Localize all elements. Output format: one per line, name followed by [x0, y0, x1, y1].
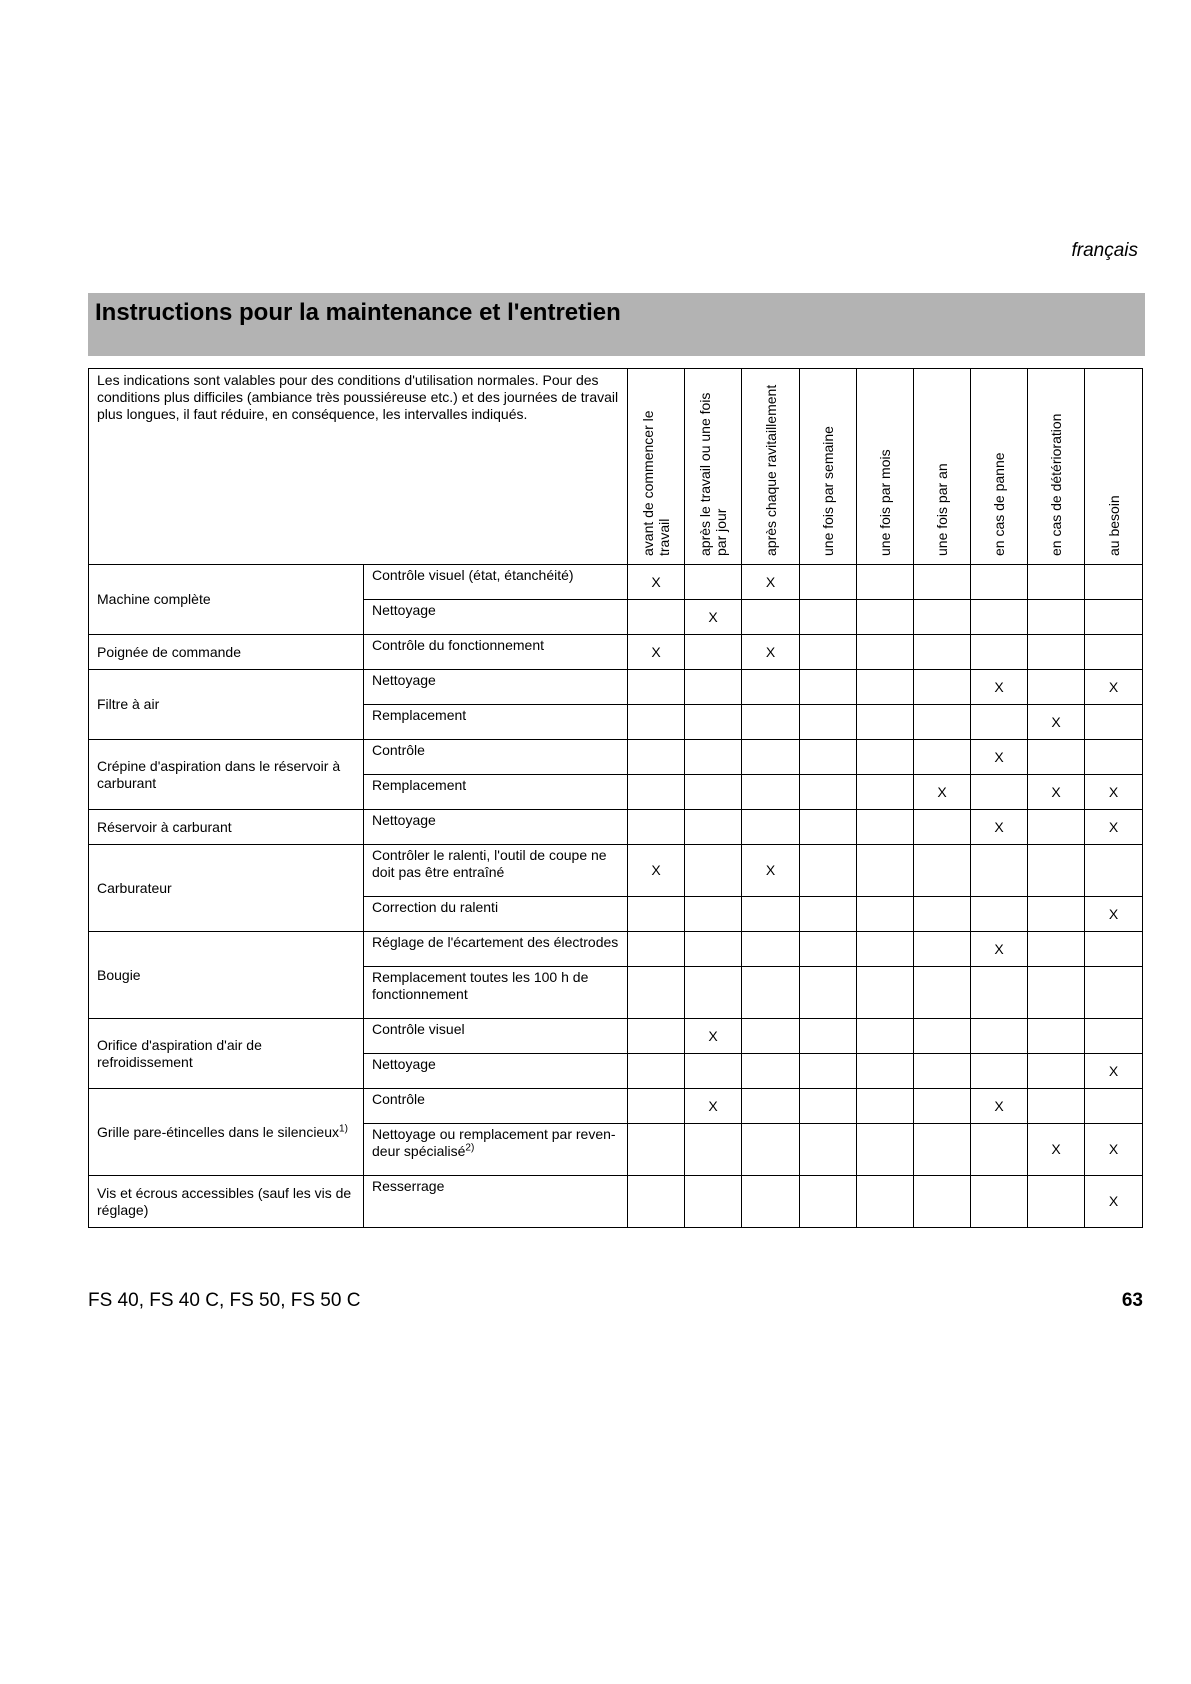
interval-cell [1028, 810, 1085, 845]
interval-header-5 [914, 369, 971, 565]
action-label: Réglage de l'écartement des électrodes [372, 934, 619, 950]
interval-cell [914, 600, 971, 635]
maintenance-action [364, 740, 628, 775]
interval-header-label [820, 426, 836, 556]
interval-cell [628, 740, 685, 775]
interval-mark: X [1085, 1124, 1143, 1176]
interval-cell [1085, 967, 1143, 1019]
interval-cell [742, 967, 800, 1019]
interval-cell [800, 1124, 857, 1176]
action-label: Contrôle du fonctionnement [372, 637, 544, 653]
interval-cell [742, 897, 800, 932]
interval-cell [914, 967, 971, 1019]
action-label: Resserrage [372, 1178, 445, 1194]
interval-cell [685, 967, 742, 1019]
interval-cell [1028, 1176, 1085, 1228]
interval-header-7 [1028, 369, 1085, 565]
table-row [89, 1176, 1143, 1228]
page-title: Instructions pour la maintenance et l'entretien [95, 299, 621, 326]
interval-cell [1028, 1089, 1085, 1124]
table-row [89, 1019, 1143, 1054]
interval-cell [628, 1176, 685, 1228]
interval-header-line: par jour [713, 508, 729, 556]
interval-mark: X [1085, 1176, 1143, 1228]
maintenance-action [364, 932, 628, 967]
interval-cell [742, 1124, 800, 1176]
interval-cell [742, 670, 800, 705]
interval-mark: X [971, 1089, 1028, 1124]
interval-mark: X [628, 635, 685, 670]
interval-mark: X [1028, 775, 1085, 810]
action-label: Contrôle visuel [372, 1021, 465, 1037]
table-row [89, 845, 1143, 897]
interval-mark: X [971, 810, 1028, 845]
action-label: Contrôle [372, 742, 425, 758]
interval-header-label [877, 449, 893, 556]
interval-cell [685, 705, 742, 740]
interval-header-2 [742, 369, 800, 565]
interval-cell [1085, 932, 1143, 967]
interval-cell [742, 775, 800, 810]
interval-header-line: une fois par an [934, 463, 950, 556]
interval-cell [857, 775, 914, 810]
object-label: Réservoir à carburant [97, 818, 232, 835]
page-number: 63 [1121, 1290, 1143, 1311]
interval-cell [971, 1019, 1028, 1054]
action-label: Contrôle [372, 1091, 425, 1107]
interval-header-line: une fois par semaine [820, 426, 836, 556]
footer-models: FS 40, FS 40 C, FS 50, FS 50 C [88, 1290, 361, 1311]
interval-header-label [1048, 414, 1064, 556]
interval-header-line: travail [656, 518, 672, 556]
interval-cell [914, 897, 971, 932]
interval-cell [914, 1124, 971, 1176]
interval-cell [685, 635, 742, 670]
maintenance-action [364, 600, 628, 635]
interval-cell [628, 897, 685, 932]
interval-cell [914, 670, 971, 705]
action-label: Nettoyage [372, 672, 436, 688]
interval-cell [1085, 1089, 1143, 1124]
interval-header-3 [800, 369, 857, 565]
interval-cell [971, 967, 1028, 1019]
action-label: Nettoyage [372, 812, 436, 828]
interval-mark: X [1028, 1124, 1085, 1176]
maintenance-action [364, 1089, 628, 1124]
interval-cell [685, 740, 742, 775]
interval-cell [1028, 1019, 1085, 1054]
interval-mark: X [971, 932, 1028, 967]
interval-cell [685, 810, 742, 845]
interval-cell [971, 635, 1028, 670]
interval-cell [742, 1054, 800, 1089]
interval-cell [1085, 600, 1143, 635]
interval-mark: X [1085, 1054, 1143, 1089]
interval-cell [800, 565, 857, 600]
table-row [89, 810, 1143, 845]
interval-cell [914, 845, 971, 897]
interval-cell [971, 775, 1028, 810]
maintenance-action [364, 775, 628, 810]
interval-header-line: après chaque ravitaillement [762, 384, 779, 556]
interval-cell [914, 740, 971, 775]
maintenance-action [364, 565, 628, 600]
maintenance-action [364, 1176, 628, 1228]
interval-cell [800, 600, 857, 635]
maintenance-object [89, 932, 364, 1019]
interval-mark: X [628, 565, 685, 600]
interval-header-6 [971, 369, 1028, 565]
interval-header-1 [685, 369, 742, 565]
interval-header-label [697, 393, 729, 556]
interval-cell [742, 810, 800, 845]
interval-cell [628, 1089, 685, 1124]
interval-cell [857, 565, 914, 600]
interval-mark: X [742, 635, 800, 670]
interval-header-line: une fois par mois [877, 449, 893, 556]
interval-cell [1028, 670, 1085, 705]
interval-header-line: après le travail ou une fois [697, 392, 713, 556]
action-label: Nettoyage [372, 1056, 436, 1072]
interval-cell [628, 670, 685, 705]
interval-cell [857, 845, 914, 897]
interval-cell [628, 967, 685, 1019]
interval-mark: X [1085, 670, 1143, 705]
interval-cell [685, 1054, 742, 1089]
interval-cell [857, 740, 914, 775]
interval-cell [914, 1019, 971, 1054]
interval-cell [800, 967, 857, 1019]
interval-cell [857, 897, 914, 932]
interval-cell [800, 932, 857, 967]
title-bar [88, 293, 1145, 356]
footnote-ref: 2) [465, 1142, 475, 1154]
interval-cell [628, 932, 685, 967]
interval-cell [857, 1089, 914, 1124]
interval-cell [857, 1054, 914, 1089]
interval-cell [1028, 967, 1085, 1019]
interval-mark: X [628, 845, 685, 897]
interval-mark: X [742, 845, 800, 897]
interval-cell [685, 565, 742, 600]
footnote-ref: 1) [339, 1122, 348, 1134]
object-label: Machine complète [97, 591, 211, 607]
action-label: Contrôle visuel (état, étanchéité) [372, 567, 574, 583]
interval-cell [1085, 740, 1143, 775]
action-label: Nettoyage ou remplacement par reven-deur spécialisé [372, 1126, 616, 1159]
interval-cell [914, 1176, 971, 1228]
interval-cell [1028, 635, 1085, 670]
maintenance-object [89, 845, 364, 932]
interval-header-0 [628, 369, 685, 565]
maintenance-object [89, 670, 364, 740]
interval-cell [800, 635, 857, 670]
interval-cell [914, 932, 971, 967]
interval-cell [1028, 740, 1085, 775]
interval-cell [971, 565, 1028, 600]
interval-header-line: en cas de panne [991, 452, 1007, 556]
object-label: Bougie [97, 966, 141, 983]
interval-cell [800, 775, 857, 810]
interval-mark: X [971, 740, 1028, 775]
interval-cell [914, 635, 971, 670]
interval-cell [628, 1124, 685, 1176]
interval-cell [857, 600, 914, 635]
interval-cell [971, 897, 1028, 932]
interval-cell [628, 1019, 685, 1054]
interval-cell [628, 810, 685, 845]
interval-cell [800, 1089, 857, 1124]
object-label: Poignée de commande [97, 643, 241, 660]
interval-cell [971, 1054, 1028, 1089]
table-row [89, 740, 1143, 775]
interval-mark: X [914, 775, 971, 810]
interval-cell [685, 932, 742, 967]
interval-cell [857, 635, 914, 670]
interval-cell [628, 705, 685, 740]
intro-text: Les indications sont valables pour des conditions d'utilisation normales. Pour des conditions plus difficiles (ambiance très poussiéreuse etc.) et des journées de travail plus longues, il faut réduire, en conséquence, les intervalles indiqués. [89, 369, 628, 565]
interval-cell [800, 1019, 857, 1054]
maintenance-object [89, 1176, 364, 1228]
interval-mark: X [1085, 775, 1143, 810]
table-row [89, 932, 1143, 967]
interval-cell [742, 1176, 800, 1228]
interval-cell [742, 932, 800, 967]
interval-cell [971, 705, 1028, 740]
interval-header-line: au besoin [1105, 495, 1122, 556]
maintenance-object [89, 635, 364, 670]
interval-cell [1085, 565, 1143, 600]
interval-cell [628, 775, 685, 810]
interval-mark: X [685, 600, 742, 635]
interval-cell [742, 600, 800, 635]
action-label: Contrôler le ralenti, l'outil de coupe ne doit pas être entraîné [372, 847, 607, 880]
table-body [89, 565, 1143, 1228]
action-label: Remplacement toutes les 100 h de fonctionnement [372, 969, 589, 1002]
interval-mark: X [685, 1019, 742, 1054]
interval-cell [1085, 1019, 1143, 1054]
interval-cell [800, 845, 857, 897]
interval-cell [800, 740, 857, 775]
table-row [89, 635, 1143, 670]
maintenance-object [89, 1019, 364, 1089]
interval-cell [857, 670, 914, 705]
interval-mark: X [742, 565, 800, 600]
interval-cell [1085, 845, 1143, 897]
maintenance-object [89, 810, 364, 845]
action-label: Nettoyage [372, 602, 436, 618]
interval-cell [685, 845, 742, 897]
interval-cell [685, 1124, 742, 1176]
maintenance-object [89, 1089, 364, 1176]
interval-cell [857, 1019, 914, 1054]
object-label: Crépine d'aspiration dans le réservoir à carburant [97, 757, 341, 791]
interval-cell [1028, 600, 1085, 635]
interval-cell [800, 810, 857, 845]
maintenance-action [364, 845, 628, 897]
interval-cell [914, 565, 971, 600]
interval-cell [914, 810, 971, 845]
interval-mark: X [1085, 810, 1143, 845]
interval-cell [685, 670, 742, 705]
interval-cell [971, 1176, 1028, 1228]
interval-header-line: avant de commencer le [640, 410, 656, 556]
maintenance-table [88, 368, 1143, 1228]
interval-cell [914, 1054, 971, 1089]
interval-cell [1028, 897, 1085, 932]
interval-cell [1028, 1054, 1085, 1089]
interval-cell [742, 1089, 800, 1124]
interval-header-label [934, 463, 950, 556]
interval-cell [800, 1176, 857, 1228]
interval-cell [1028, 565, 1085, 600]
interval-header-line: en cas de détérioration [1048, 413, 1064, 556]
interval-cell [1085, 635, 1143, 670]
table-row [89, 670, 1143, 705]
interval-cell [742, 705, 800, 740]
action-label: Remplacement [372, 707, 467, 723]
interval-cell [857, 932, 914, 967]
maintenance-action [364, 705, 628, 740]
interval-cell [685, 775, 742, 810]
interval-mark: X [685, 1089, 742, 1124]
interval-cell [971, 845, 1028, 897]
interval-cell [857, 705, 914, 740]
action-label: Remplacement [372, 777, 467, 793]
interval-cell [800, 1054, 857, 1089]
maintenance-action [364, 1124, 628, 1176]
interval-header-label [1106, 495, 1122, 556]
maintenance-action [364, 1019, 628, 1054]
interval-cell [742, 740, 800, 775]
table-row [89, 1089, 1143, 1124]
interval-cell [857, 1176, 914, 1228]
interval-cell [1085, 705, 1143, 740]
interval-cell [1028, 845, 1085, 897]
interval-cell [971, 600, 1028, 635]
interval-cell [742, 1019, 800, 1054]
interval-cell [914, 1089, 971, 1124]
interval-cell [857, 967, 914, 1019]
interval-cell [914, 705, 971, 740]
maintenance-object [89, 565, 364, 635]
object-label: Vis et écrous accessibles (sauf les vis de réglage) [97, 1184, 352, 1218]
maintenance-action [364, 670, 628, 705]
interval-header-label [763, 385, 779, 556]
maintenance-object [89, 740, 364, 810]
interval-cell [857, 1124, 914, 1176]
interval-header-label [991, 452, 1007, 556]
interval-cell [857, 810, 914, 845]
interval-cell [971, 1124, 1028, 1176]
interval-header-label [640, 410, 672, 556]
interval-cell [800, 897, 857, 932]
interval-cell [628, 1054, 685, 1089]
interval-cell [800, 705, 857, 740]
table-row [89, 565, 1143, 600]
object-label: Filtre à air [97, 696, 160, 712]
object-label: Carburateur [97, 879, 172, 896]
interval-header-8 [1085, 369, 1143, 565]
maintenance-action [364, 1054, 628, 1089]
maintenance-action [364, 897, 628, 932]
interval-cell [685, 897, 742, 932]
interval-mark: X [1028, 705, 1085, 740]
maintenance-action [364, 967, 628, 1019]
interval-mark: X [1085, 897, 1143, 932]
interval-cell [800, 670, 857, 705]
language-label: français [1071, 240, 1138, 261]
maintenance-action [364, 635, 628, 670]
action-label: Correction du ralenti [372, 899, 499, 915]
maintenance-action [364, 810, 628, 845]
header-row [89, 369, 1143, 565]
interval-mark: X [971, 670, 1028, 705]
object-label: Grille pare-étincelles dans le silencieux [97, 1123, 340, 1140]
interval-cell [628, 600, 685, 635]
interval-cell [1028, 932, 1085, 967]
object-label: Orifice d'aspiration d'air de refroidissement [97, 1036, 262, 1070]
interval-header-4 [857, 369, 914, 565]
interval-cell [685, 1176, 742, 1228]
